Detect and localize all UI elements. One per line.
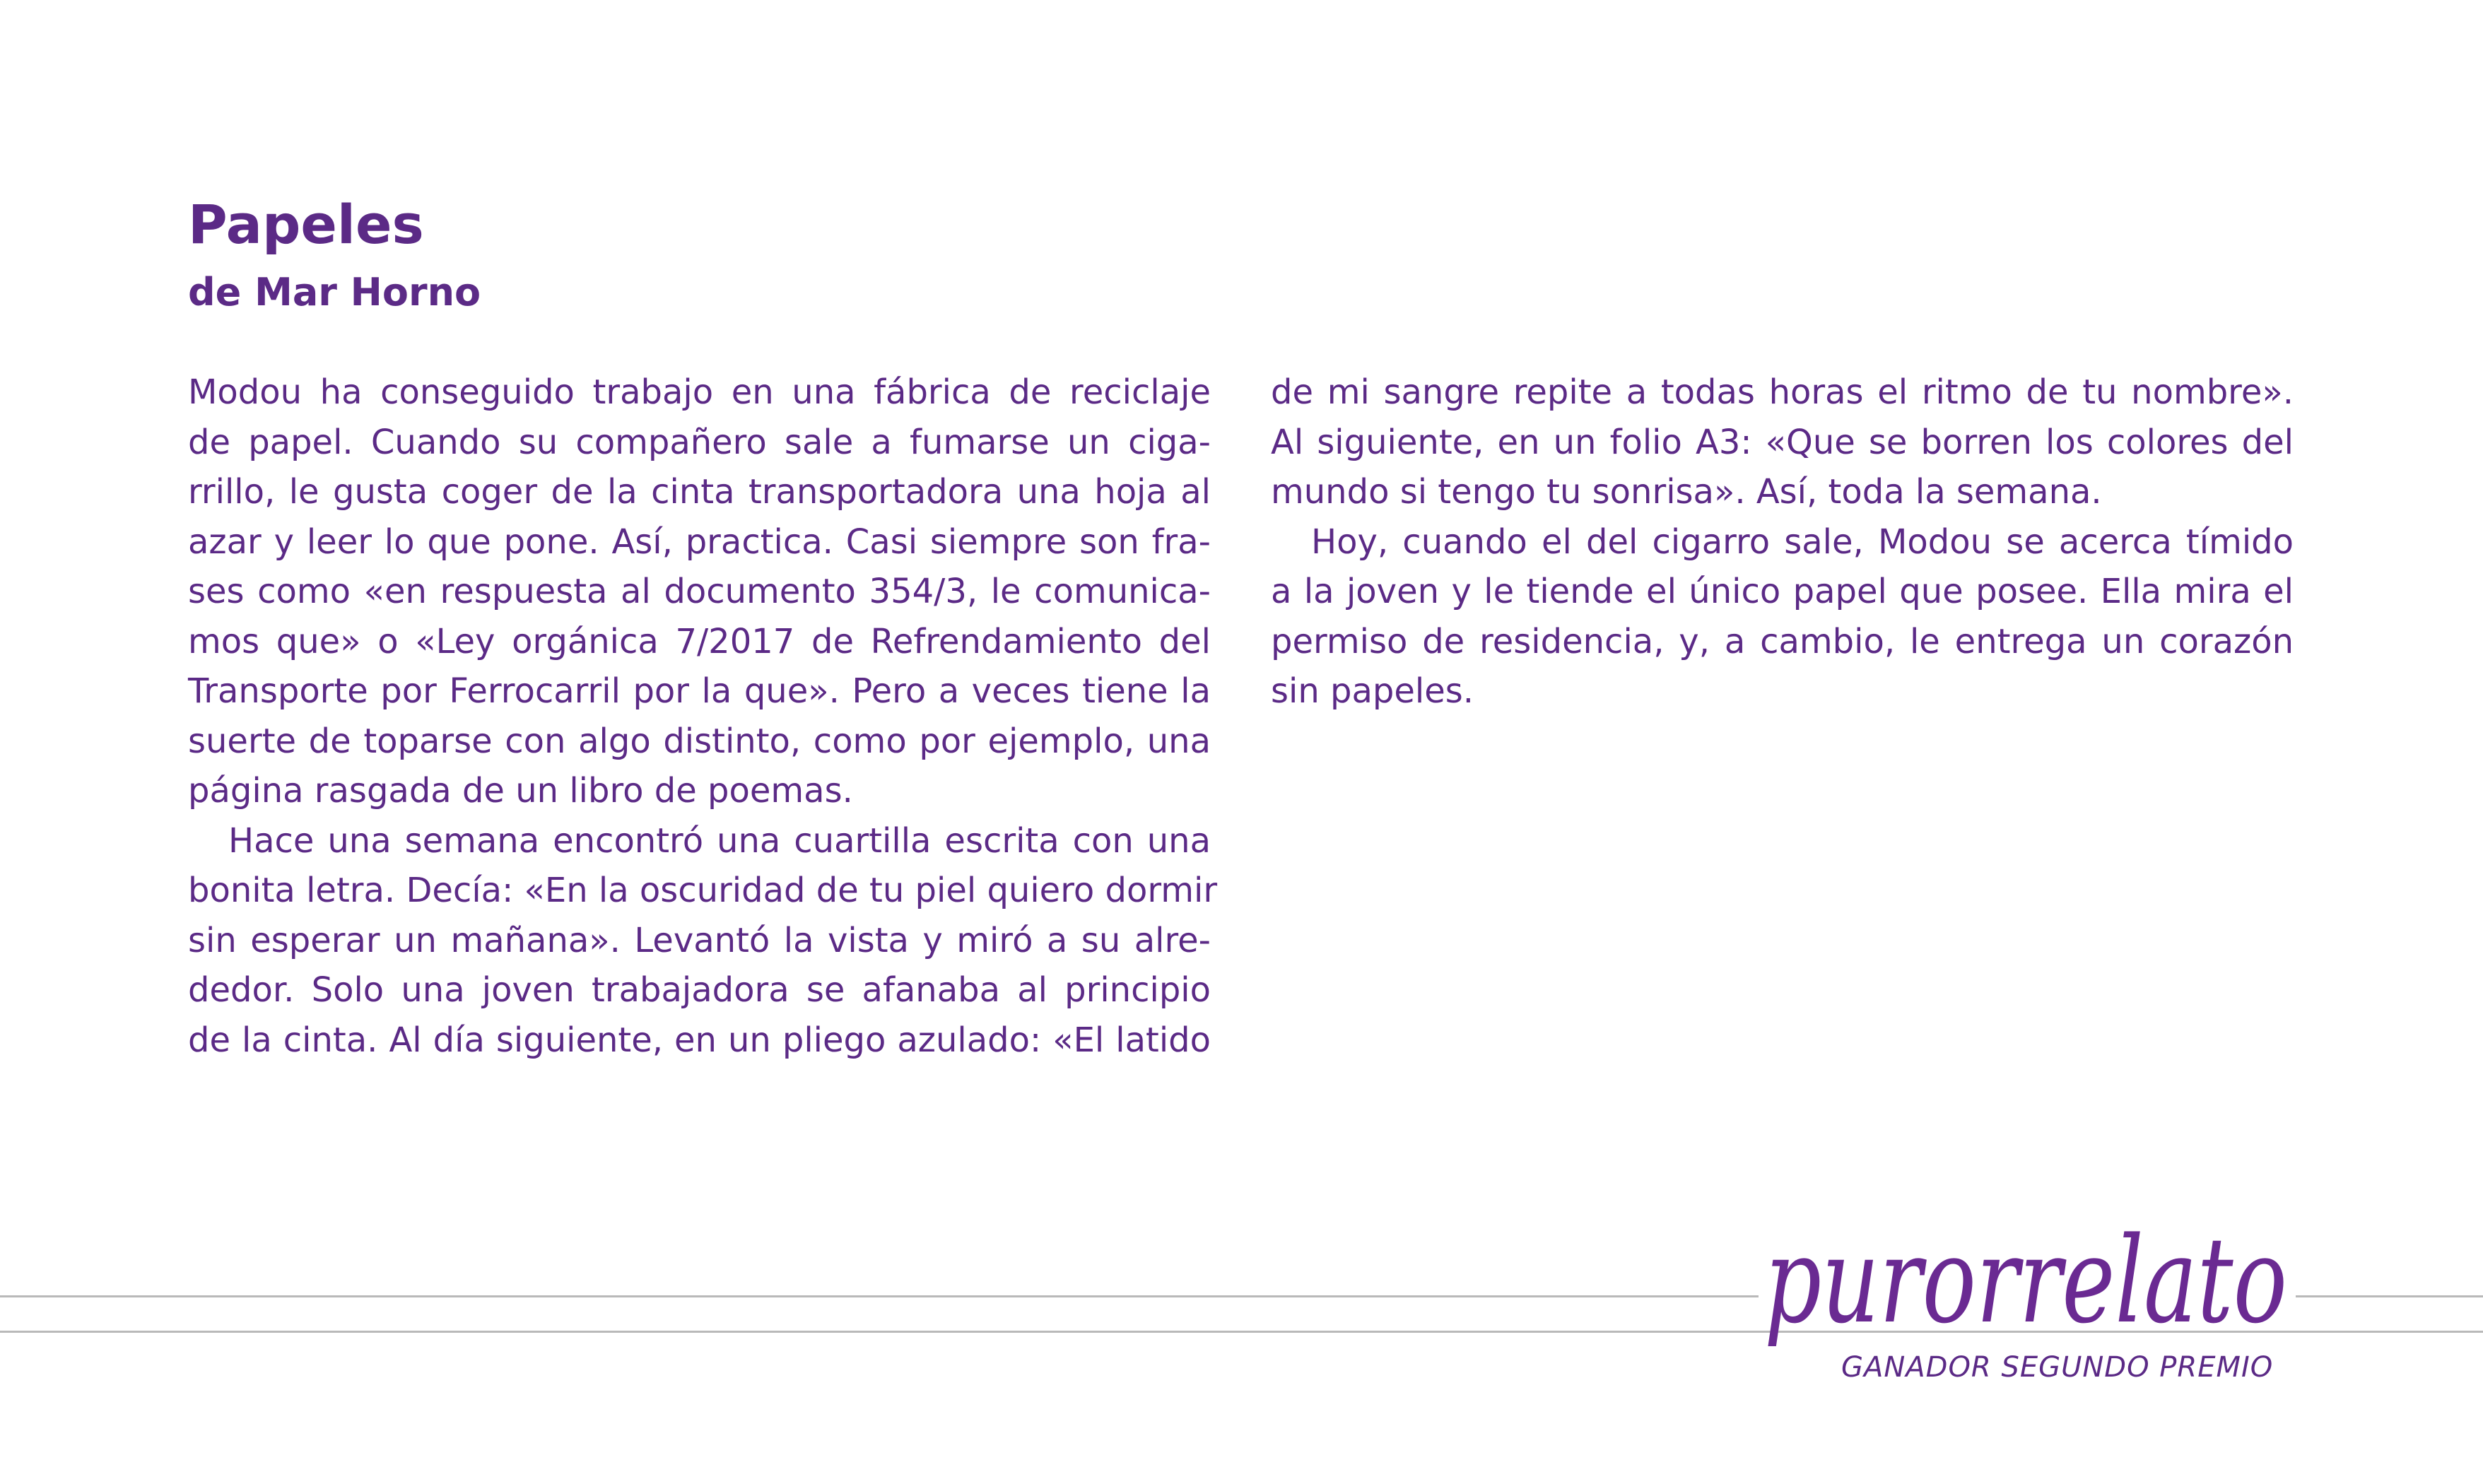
text-line: mos que» o «Ley orgánica 7/2017 de Refrendamiento del bbox=[188, 621, 1211, 661]
text-column-right bbox=[1271, 367, 2294, 717]
text-line: Modou ha conseguido trabajo en una fábrica de reciclaje bbox=[188, 372, 1211, 412]
text-line: permiso de residencia, y, a cambio, le entrega un corazón bbox=[1271, 621, 2294, 661]
text-line: ses como «en respuesta al documento 354/3, le comunica- bbox=[188, 572, 1211, 611]
award-label: GANADOR SEGUNDO PREMIO bbox=[1841, 1351, 2274, 1384]
text-line: bonita letra. Decía: «En la oscuridad de tu piel quiero dormir bbox=[188, 871, 1218, 910]
text-line: a la joven y le tiende el único papel que posee. Ella mira el bbox=[1271, 572, 2294, 611]
text-line: sin esperar un mañana». Levantó la vista y miró a su alre- bbox=[188, 920, 1211, 960]
logo-wordmark: purorrelato bbox=[1764, 1211, 2287, 1350]
text-line: Transporte por Ferrocarril por la que». Pero a veces tiene la bbox=[188, 671, 1211, 711]
text-line: dedor. Solo una joven trabajadora se afanaba al principio bbox=[188, 970, 1211, 1010]
text-line: rrillo, le gusta coger de la cinta transportadora una hoja al bbox=[188, 472, 1211, 512]
story-title: Papeles bbox=[188, 193, 424, 256]
text-line: mundo si tengo tu sonrisa». Así, toda la semana. bbox=[1271, 472, 2102, 512]
text-column-left bbox=[188, 367, 1218, 1065]
text-line: sin papeles. bbox=[1271, 671, 1474, 711]
text-line: de la cinta. Al día siguiente, en un pliego azulado: «El latido bbox=[188, 1020, 1211, 1060]
text-line: suerte de toparse con algo distinto, como por ejemplo, una bbox=[188, 721, 1211, 761]
text-line: Al siguiente, en un folio A3: «Que se borren los colores del bbox=[1271, 422, 2294, 462]
text-line: de papel. Cuando su compañero sale a fumarse un ciga- bbox=[188, 422, 1211, 462]
text-line: azar y leer lo que pone. Así, practica. Casi siempre son fra- bbox=[188, 522, 1211, 562]
text-line: Hoy, cuando el del cigarro sale, Modou se acerca tímido bbox=[1311, 522, 2294, 562]
text-line: página rasgada de un libro de poemas. bbox=[188, 771, 853, 811]
text-line: de mi sangre repite a todas horas el ritmo de tu nombre». bbox=[1271, 372, 2294, 412]
text-line: Hace una semana encontró una cuartilla escrita con una bbox=[228, 820, 1211, 861]
story-byline: de Mar Horno bbox=[188, 270, 481, 314]
